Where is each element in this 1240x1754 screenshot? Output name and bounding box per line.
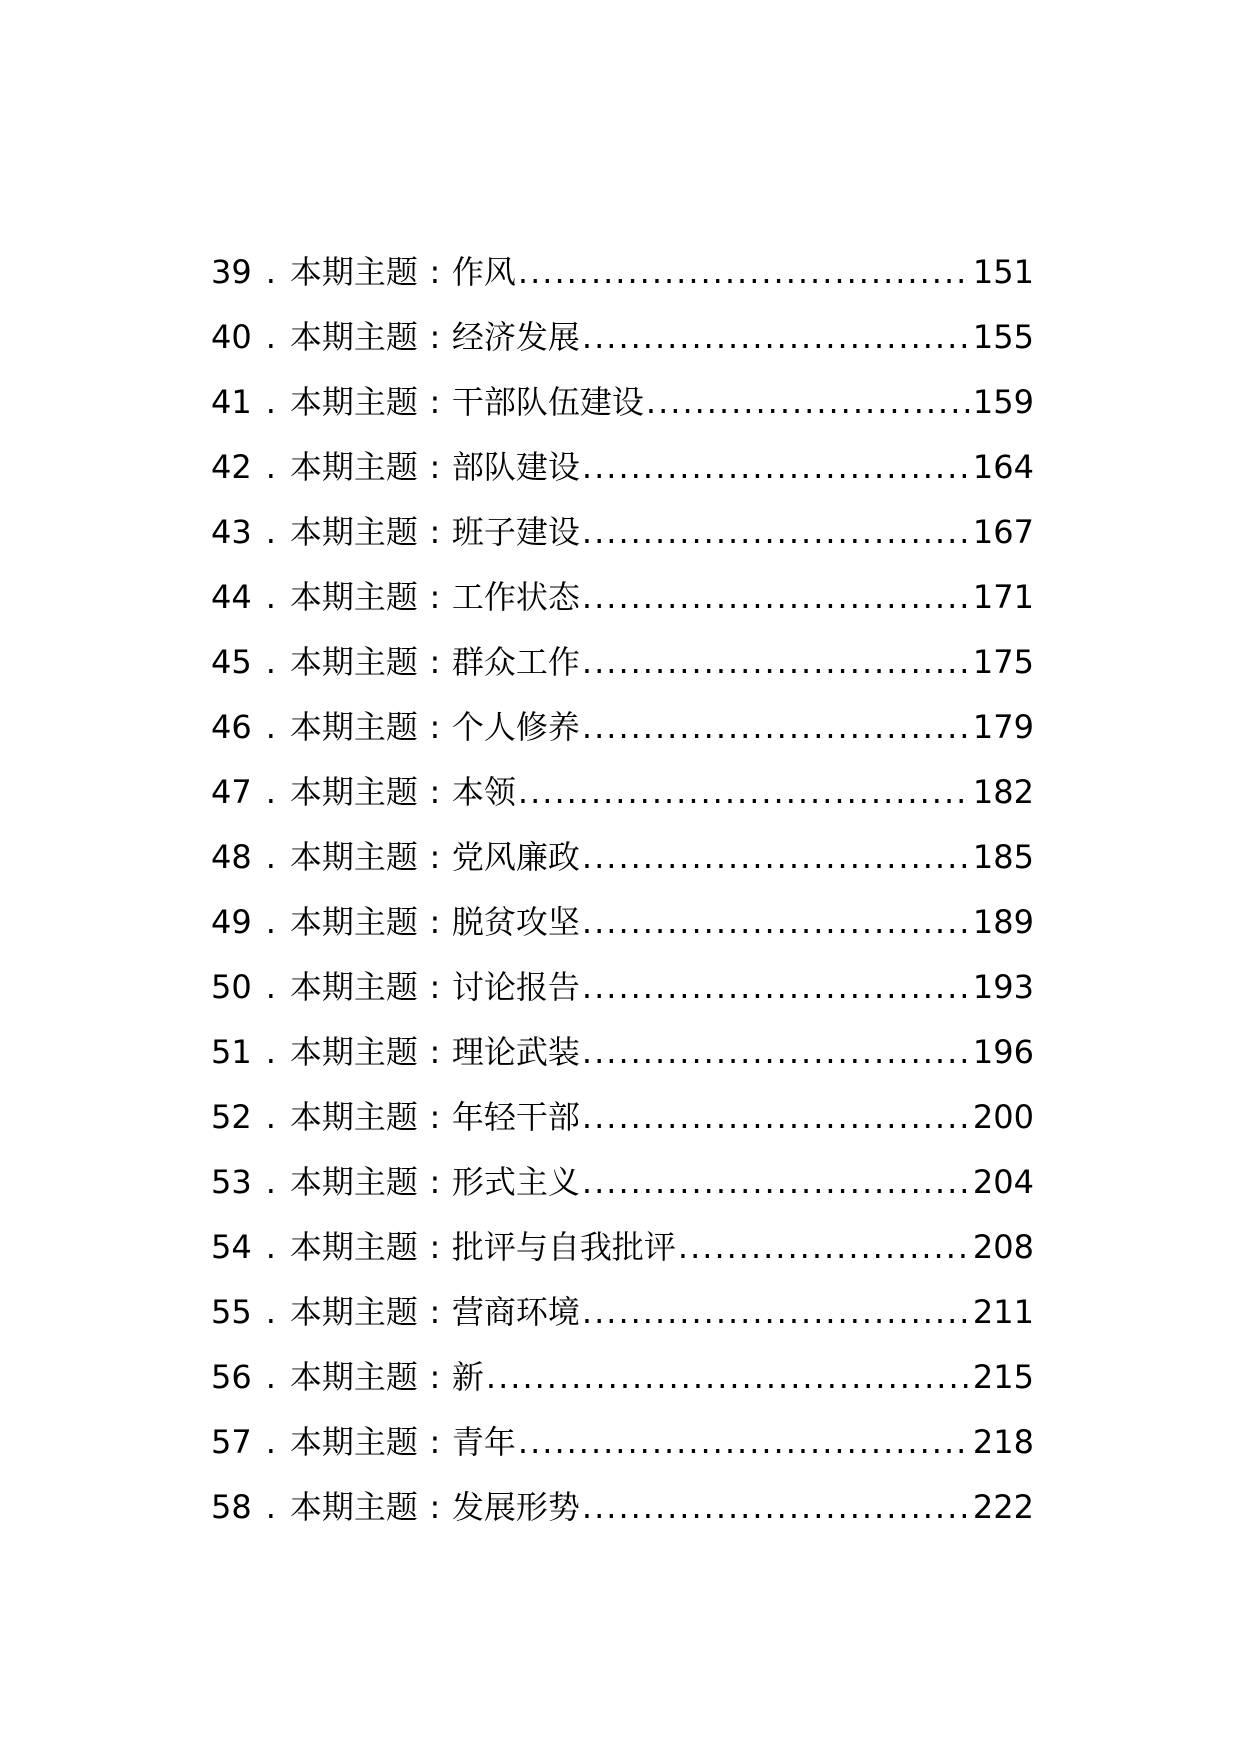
- toc-dot-leader: [518, 760, 971, 825]
- toc-entry-number: 50: [211, 968, 252, 1006]
- toc-entry-title: 部队建设: [451, 448, 580, 486]
- toc-entry-number: 56: [211, 1358, 252, 1396]
- toc-entry-colon: :: [429, 838, 441, 876]
- toc-entry-number: 55: [211, 1293, 252, 1331]
- toc-entry-separator: .: [265, 838, 276, 876]
- toc-entry-colon: :: [429, 1423, 441, 1461]
- toc-entry-page-number: 222: [972, 1488, 1034, 1526]
- toc-dot-leader: [582, 825, 971, 890]
- toc-dot-leader: [582, 955, 971, 1020]
- toc-entry-prefix: 本期主题: [289, 1488, 418, 1526]
- toc-dot-leader: [582, 1280, 971, 1345]
- toc-entry-page-number: 211: [972, 1293, 1034, 1331]
- toc-entry-separator: .: [265, 903, 276, 941]
- toc-entry[interactable]: [211, 240, 1034, 305]
- toc-entry[interactable]: [211, 305, 1034, 370]
- toc-entry-colon: :: [429, 1098, 441, 1136]
- toc-entry-number: 41: [211, 383, 252, 421]
- toc-entry-separator: .: [265, 1423, 276, 1461]
- toc-entry[interactable]: [211, 825, 1034, 890]
- toc-dot-leader: [582, 435, 971, 500]
- toc-entry-number: 47: [211, 773, 252, 811]
- toc-entry-colon: :: [429, 1488, 441, 1526]
- toc-entry-prefix: 本期主题: [289, 1033, 418, 1071]
- toc-dot-leader: [582, 305, 971, 370]
- toc-dot-leader: [486, 1345, 971, 1410]
- toc-entry-number: 43: [211, 513, 252, 551]
- toc-entry[interactable]: [211, 1215, 1034, 1280]
- toc-dot-leader: [582, 1475, 971, 1540]
- toc-entry-number: 45: [211, 643, 252, 681]
- toc-entry-number: 53: [211, 1163, 252, 1201]
- toc-entry[interactable]: [211, 890, 1034, 955]
- toc-entry-separator: .: [265, 643, 276, 681]
- toc-entry-prefix: 本期主题: [289, 1358, 418, 1396]
- toc-entry-separator: .: [265, 1163, 276, 1201]
- toc-entry[interactable]: [211, 1280, 1034, 1345]
- toc-entry[interactable]: [211, 1020, 1034, 1085]
- toc-entry-title: 新: [451, 1358, 484, 1396]
- toc-entry-prefix: 本期主题: [289, 513, 418, 551]
- toc-entry-title: 青年: [451, 1423, 516, 1461]
- toc-entry-page-number: 196: [972, 1033, 1034, 1071]
- toc-dot-leader: [582, 890, 971, 955]
- toc-entry-number: 39: [211, 253, 252, 291]
- toc-dot-leader: [646, 370, 971, 435]
- toc-entry-colon: :: [429, 1293, 441, 1331]
- toc-entry[interactable]: [211, 1475, 1034, 1540]
- toc-entry-page-number: 179: [972, 708, 1034, 746]
- toc-entry-prefix: 本期主题: [289, 1098, 418, 1136]
- toc-entry-page-number: 200: [972, 1098, 1034, 1136]
- toc-entry[interactable]: [211, 955, 1034, 1020]
- toc-entry-colon: :: [429, 1228, 441, 1266]
- toc-entry-colon: :: [429, 448, 441, 486]
- toc-entry-prefix: 本期主题: [289, 838, 418, 876]
- toc-entry-prefix: 本期主题: [289, 643, 418, 681]
- toc-entry[interactable]: [211, 1345, 1034, 1410]
- toc-entry-title: 作风: [451, 253, 516, 291]
- toc-entry-page-number: 155: [972, 318, 1034, 356]
- toc-entry-number: 46: [211, 708, 252, 746]
- toc-entry-page-number: 185: [972, 838, 1034, 876]
- toc-entry-colon: :: [429, 578, 441, 616]
- toc-entry-colon: :: [429, 773, 441, 811]
- toc-entry-number: 52: [211, 1098, 252, 1136]
- toc-dot-leader: [518, 240, 971, 305]
- table-of-contents: [211, 240, 1034, 1540]
- toc-entry-separator: .: [265, 1033, 276, 1071]
- toc-entry-prefix: 本期主题: [289, 968, 418, 1006]
- toc-entry-separator: .: [265, 1228, 276, 1266]
- toc-entry-separator: .: [265, 448, 276, 486]
- toc-entry-prefix: 本期主题: [289, 448, 418, 486]
- toc-entry-title: 发展形势: [451, 1488, 580, 1526]
- toc-entry-number: 54: [211, 1228, 252, 1266]
- toc-entry-prefix: 本期主题: [289, 903, 418, 941]
- toc-dot-leader: [678, 1215, 971, 1280]
- toc-entry-separator: .: [265, 773, 276, 811]
- toc-entry[interactable]: [211, 1150, 1034, 1215]
- toc-entry-colon: :: [429, 643, 441, 681]
- toc-entry-colon: :: [429, 1163, 441, 1201]
- toc-entry-page-number: 204: [972, 1163, 1034, 1201]
- toc-entry-title: 年轻干部: [451, 1098, 580, 1136]
- toc-entry[interactable]: [211, 1410, 1034, 1475]
- toc-entry-title: 理论武装: [451, 1033, 580, 1071]
- toc-entry-number: 44: [211, 578, 252, 616]
- toc-entry-page-number: 175: [972, 643, 1034, 681]
- toc-entry[interactable]: [211, 1085, 1034, 1150]
- toc-entry-title: 干部队伍建设: [451, 383, 644, 421]
- toc-entry-page-number: 164: [972, 448, 1034, 486]
- toc-entry-colon: :: [429, 383, 441, 421]
- toc-dot-leader: [582, 565, 971, 630]
- toc-entry[interactable]: [211, 630, 1034, 695]
- toc-entry-prefix: 本期主题: [289, 1228, 418, 1266]
- toc-entry-page-number: 215: [972, 1358, 1034, 1396]
- toc-entry[interactable]: [211, 695, 1034, 760]
- toc-entry[interactable]: [211, 565, 1034, 630]
- toc-entry-colon: :: [429, 968, 441, 1006]
- toc-entry[interactable]: [211, 370, 1034, 435]
- toc-entry-colon: :: [429, 513, 441, 551]
- toc-entry-prefix: 本期主题: [289, 1423, 418, 1461]
- toc-entry-separator: .: [265, 1358, 276, 1396]
- toc-entry[interactable]: [211, 435, 1034, 500]
- toc-dot-leader: [582, 1085, 971, 1150]
- toc-entry-number: 51: [211, 1033, 252, 1071]
- toc-entry-page-number: 167: [972, 513, 1034, 551]
- toc-entry-number: 40: [211, 318, 252, 356]
- toc-entry-page-number: 189: [972, 903, 1034, 941]
- toc-entry-number: 58: [211, 1488, 252, 1526]
- toc-entry-separator: .: [265, 578, 276, 616]
- toc-entry-title: 本领: [451, 773, 516, 811]
- toc-entry-title: 脱贫攻坚: [451, 903, 580, 941]
- toc-entry-colon: :: [429, 903, 441, 941]
- toc-entry-title: 班子建设: [451, 513, 580, 551]
- toc-entry[interactable]: [211, 760, 1034, 825]
- toc-entry-title: 经济发展: [451, 318, 580, 356]
- toc-entry-title: 党风廉政: [451, 838, 580, 876]
- toc-entry-colon: :: [429, 318, 441, 356]
- toc-entry[interactable]: [211, 500, 1034, 565]
- toc-entry-separator: .: [265, 1488, 276, 1526]
- toc-dot-leader: [582, 500, 971, 565]
- toc-entry-page-number: 171: [972, 578, 1034, 616]
- toc-entry-separator: .: [265, 513, 276, 551]
- toc-entry-prefix: 本期主题: [289, 1163, 418, 1201]
- toc-entry-prefix: 本期主题: [289, 708, 418, 746]
- toc-dot-leader: [518, 1410, 971, 1475]
- toc-entry-title: 批评与自我批评: [451, 1228, 676, 1266]
- toc-entry-title: 工作状态: [451, 578, 580, 616]
- toc-entry-page-number: 159: [972, 383, 1034, 421]
- toc-entry-colon: :: [429, 253, 441, 291]
- toc-entry-title: 营商环境: [451, 1293, 580, 1331]
- toc-entry-number: 48: [211, 838, 252, 876]
- toc-dot-leader: [582, 1150, 971, 1215]
- toc-entry-separator: .: [265, 708, 276, 746]
- toc-entry-colon: :: [429, 1358, 441, 1396]
- toc-entry-title: 形式主义: [451, 1163, 580, 1201]
- toc-entry-page-number: 208: [972, 1228, 1034, 1266]
- toc-entry-separator: .: [265, 318, 276, 356]
- toc-entry-prefix: 本期主题: [289, 1293, 418, 1331]
- toc-entry-prefix: 本期主题: [289, 773, 418, 811]
- toc-entry-colon: :: [429, 708, 441, 746]
- toc-entry-separator: .: [265, 1293, 276, 1331]
- toc-entry-prefix: 本期主题: [289, 578, 418, 616]
- toc-entry-page-number: 218: [972, 1423, 1034, 1461]
- toc-entry-title: 个人修养: [451, 708, 580, 746]
- toc-entry-number: 49: [211, 903, 252, 941]
- toc-dot-leader: [582, 630, 971, 695]
- toc-entry-prefix: 本期主题: [289, 318, 418, 356]
- toc-entry-prefix: 本期主题: [289, 253, 418, 291]
- toc-entry-page-number: 151: [972, 253, 1034, 291]
- toc-entry-title: 群众工作: [451, 643, 580, 681]
- toc-entry-separator: .: [265, 253, 276, 291]
- toc-entry-page-number: 182: [972, 773, 1034, 811]
- toc-entry-prefix: 本期主题: [289, 383, 418, 421]
- toc-entry-separator: .: [265, 1098, 276, 1136]
- toc-entry-separator: .: [265, 383, 276, 421]
- toc-entry-title: 讨论报告: [451, 968, 580, 1006]
- toc-entry-number: 42: [211, 448, 252, 486]
- toc-dot-leader: [582, 695, 971, 760]
- toc-entry-number: 57: [211, 1423, 252, 1461]
- toc-dot-leader: [582, 1020, 971, 1085]
- toc-entry-separator: .: [265, 968, 276, 1006]
- toc-entry-page-number: 193: [972, 968, 1034, 1006]
- toc-entry-colon: :: [429, 1033, 441, 1071]
